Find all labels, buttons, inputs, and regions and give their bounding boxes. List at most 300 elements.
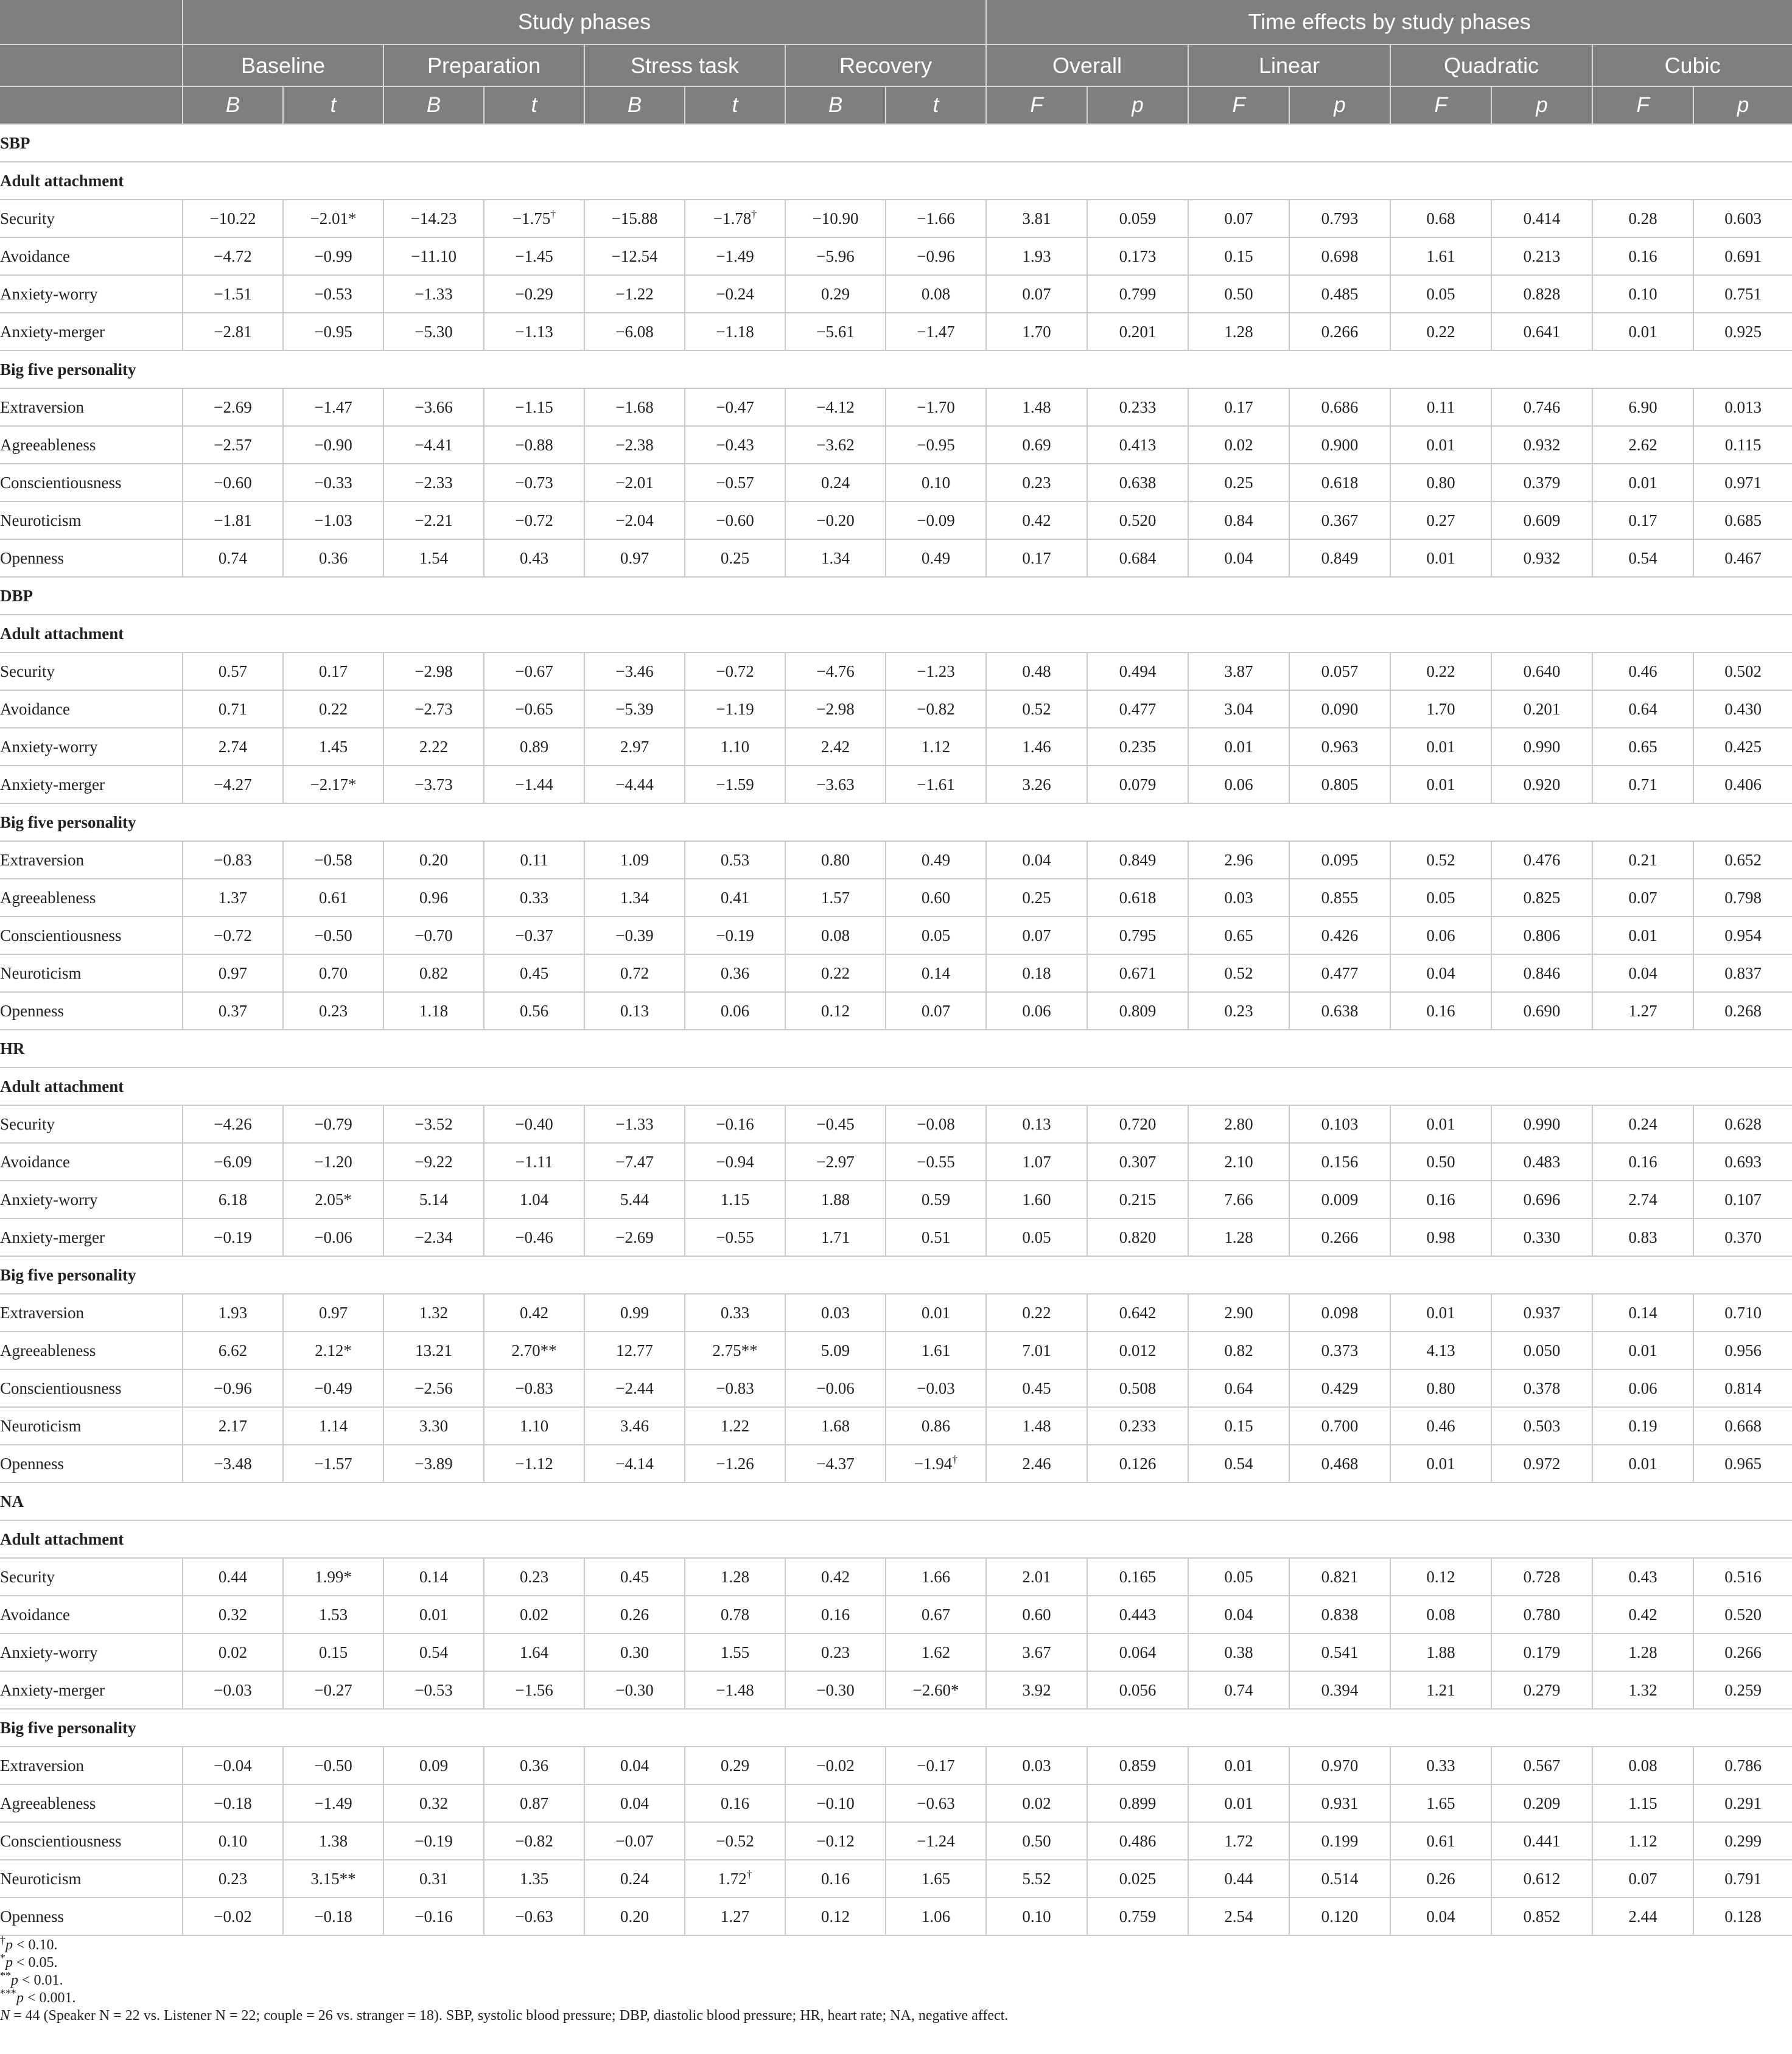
table-cell: 0.291 [1693, 1784, 1792, 1822]
row-label: Anxiety-merger [0, 766, 183, 803]
table-cell: 1.22 [685, 1407, 785, 1445]
table-row [0, 1898, 1792, 1935]
table-cell: 0.68 [1390, 200, 1491, 237]
table-cell: 0.71 [183, 690, 283, 728]
table-cell: 0.97 [584, 539, 685, 577]
table-cell: 0.618 [1289, 464, 1390, 501]
table-cell: 1.65 [886, 1860, 986, 1898]
table-cell: −5.61 [785, 313, 886, 351]
table-cell: −2.98 [785, 690, 886, 728]
table-cell: 0.22 [283, 690, 383, 728]
table-cell: 0.476 [1491, 841, 1592, 879]
table-cell: 0.15 [1188, 237, 1289, 275]
table-cell: −0.27 [283, 1671, 383, 1709]
header-stat-p: p [1491, 86, 1592, 124]
table-cell: 0.849 [1289, 539, 1390, 577]
group-title: Big five personality [0, 351, 1792, 388]
table-cell: −0.12 [785, 1822, 886, 1860]
table-cell: 2.22 [383, 728, 484, 766]
table-cell: 0.45 [986, 1369, 1087, 1407]
table-row [0, 1747, 1792, 1784]
table-cell: −2.17* [283, 766, 383, 803]
table-cell: 0.413 [1087, 426, 1188, 464]
table-cell: −2.69 [584, 1218, 685, 1256]
table-cell: −0.67 [484, 652, 584, 690]
table-cell: 0.24 [1592, 1105, 1693, 1143]
table-cell: 2.74 [183, 728, 283, 766]
table-cell: 0.13 [986, 1105, 1087, 1143]
row-label: Openness [0, 1445, 183, 1483]
table-cell: 1.48 [986, 1407, 1087, 1445]
table-cell: 0.06 [1188, 766, 1289, 803]
header-phase-linear: Linear [1188, 44, 1390, 86]
table-cell: 0.67 [886, 1596, 986, 1633]
table-cell: −0.83 [685, 1369, 785, 1407]
table-cell: −7.47 [584, 1143, 685, 1181]
table-cell: 0.42 [986, 501, 1087, 539]
row-label: Neuroticism [0, 954, 183, 992]
row-label: Anxiety-merger [0, 1671, 183, 1709]
table-cell: 1.45 [283, 728, 383, 766]
table-cell: 0.899 [1087, 1784, 1188, 1822]
table-cell: 0.61 [283, 879, 383, 917]
table-cell: −4.41 [383, 426, 484, 464]
table-cell: 0.379 [1491, 464, 1592, 501]
table-cell: 0.10 [986, 1898, 1087, 1935]
table-cell: −1.45 [484, 237, 584, 275]
table-cell: 0.426 [1289, 917, 1390, 954]
table-cell: −0.57 [685, 464, 785, 501]
table-cell: 0.32 [183, 1596, 283, 1633]
table-cell: 0.01 [1188, 1784, 1289, 1822]
table-cell: 0.098 [1289, 1294, 1390, 1332]
table-cell: −0.96 [183, 1369, 283, 1407]
table-row [0, 1407, 1792, 1445]
table-cell: −1.49 [685, 237, 785, 275]
table-cell: −3.66 [383, 388, 484, 426]
table-cell: 0.12 [785, 992, 886, 1030]
header-corner-cell [0, 0, 183, 44]
row-label: Security [0, 1105, 183, 1143]
table-cell: −0.70 [383, 917, 484, 954]
table-row [0, 1558, 1792, 1596]
footnote-line: ***p < 0.001. [0, 1987, 76, 2006]
table-cell: 0.01 [1592, 313, 1693, 351]
table-cell: −0.88 [484, 426, 584, 464]
table-cell: −0.39 [584, 917, 685, 954]
table-cell: 0.04 [986, 841, 1087, 879]
row-label: Anxiety-worry [0, 1181, 183, 1218]
table-cell: 0.173 [1087, 237, 1188, 275]
table-cell: 1.70 [986, 313, 1087, 351]
row-label: Conscientiousness [0, 917, 183, 954]
table-cell: 0.42 [484, 1294, 584, 1332]
table-cell: −2.57 [183, 426, 283, 464]
table-cell: 0.213 [1491, 237, 1592, 275]
header-time-effects: Time effects by study phases [986, 0, 1792, 44]
table-cell: −1.56 [484, 1671, 584, 1709]
row-label: Neuroticism [0, 1860, 183, 1898]
table-cell: 0.99 [584, 1294, 685, 1332]
table-cell: 0.96 [383, 879, 484, 917]
table-cell: 1.70 [1390, 690, 1491, 728]
table-cell: 0.931 [1289, 1784, 1390, 1822]
header-stat-b: B [785, 86, 886, 124]
header-study-phases: Study phases [183, 0, 986, 44]
table-cell: −0.63 [886, 1784, 986, 1822]
header-stat-f: F [986, 86, 1087, 124]
table-cell: 0.012 [1087, 1332, 1188, 1369]
table-cell: 0.370 [1693, 1218, 1792, 1256]
table-cell: 0.20 [383, 841, 484, 879]
table-cell: 0.26 [584, 1596, 685, 1633]
table-cell: 0.441 [1491, 1822, 1592, 1860]
table-cell: −0.29 [484, 275, 584, 313]
section-title: NA [0, 1483, 1792, 1520]
table-cell: 0.837 [1693, 954, 1792, 992]
table-cell: 0.01 [1390, 766, 1491, 803]
table-cell: 0.02 [183, 1633, 283, 1671]
table-cell: 0.60 [886, 879, 986, 917]
table-row [0, 728, 1792, 766]
table-cell: 3.67 [986, 1633, 1087, 1671]
table-cell: −2.01 [584, 464, 685, 501]
table-cell: 0.15 [283, 1633, 383, 1671]
table-cell: −0.90 [283, 426, 383, 464]
table-cell: −0.99 [283, 237, 383, 275]
table-cell: 0.640 [1491, 652, 1592, 690]
table-cell: 0.52 [1390, 841, 1491, 879]
table-row [0, 200, 1792, 237]
group-title: Adult attachment [0, 162, 1792, 200]
table-cell: 0.49 [886, 539, 986, 577]
table-cell: 0.29 [685, 1747, 785, 1784]
table-cell: 0.16 [785, 1596, 886, 1633]
table-cell: −2.21 [383, 501, 484, 539]
footnote-mark: *** [0, 1987, 16, 1999]
table-cell: 0.628 [1693, 1105, 1792, 1143]
table-row [0, 1445, 1792, 1483]
table-cell: 0.201 [1491, 690, 1592, 728]
table-cell: 1.54 [383, 539, 484, 577]
table-cell: 12.77 [584, 1332, 685, 1369]
table-row [0, 1633, 1792, 1671]
table-cell: 0.53 [685, 841, 785, 879]
table-cell: 1.62 [886, 1633, 986, 1671]
table-cell: 0.825 [1491, 879, 1592, 917]
table-cell: 2.74 [1592, 1181, 1693, 1218]
table-cell: 0.06 [1592, 1369, 1693, 1407]
table-cell: 1.15 [685, 1181, 785, 1218]
table-cell: 0.990 [1491, 728, 1592, 766]
table-cell: 1.38 [283, 1822, 383, 1860]
table-row [0, 501, 1792, 539]
row-label: Avoidance [0, 1143, 183, 1181]
table-cell: 0.46 [1390, 1407, 1491, 1445]
table-cell: 0.233 [1087, 388, 1188, 426]
table-cell: −0.07 [584, 1822, 685, 1860]
table-cell: 0.956 [1693, 1332, 1792, 1369]
table-cell: 0.201 [1087, 313, 1188, 351]
header-row-groups [0, 0, 1792, 44]
row-label: Anxiety-worry [0, 728, 183, 766]
table-cell: −1.15 [484, 388, 584, 426]
table-cell: 1.06 [886, 1898, 986, 1935]
table-cell: 0.38 [1188, 1633, 1289, 1671]
row-label: Agreeableness [0, 879, 183, 917]
table-cell: 0.52 [1188, 954, 1289, 992]
table-cell: 0.07 [1592, 1860, 1693, 1898]
table-cell: −2.56 [383, 1369, 484, 1407]
table-cell: 0.59 [886, 1181, 986, 1218]
row-label: Extraversion [0, 388, 183, 426]
table-cell: 0.126 [1087, 1445, 1188, 1483]
table-cell: 0.268 [1693, 992, 1792, 1030]
row-label: Agreeableness [0, 1332, 183, 1369]
group-row [0, 1256, 1792, 1294]
table-cell: 0.64 [1592, 690, 1693, 728]
table-cell: −1.18 [685, 313, 785, 351]
table-cell: 0.855 [1289, 879, 1390, 917]
table-cell: 2.97 [584, 728, 685, 766]
section-title: HR [0, 1030, 1792, 1067]
table-cell: 0.849 [1087, 841, 1188, 879]
table-cell: 0.23 [986, 464, 1087, 501]
table-cell: 0.42 [1592, 1596, 1693, 1633]
table-cell: −1.61 [886, 766, 986, 803]
table-row [0, 388, 1792, 426]
table-cell: −1.48 [685, 1671, 785, 1709]
table-row [0, 1671, 1792, 1709]
table-cell: 0.16 [1390, 1181, 1491, 1218]
group-row [0, 1709, 1792, 1747]
table-cell: 0.23 [484, 1558, 584, 1596]
table-row [0, 917, 1792, 954]
table-cell: −4.76 [785, 652, 886, 690]
table-cell: 0.514 [1289, 1860, 1390, 1898]
table-cell: 0.618 [1087, 879, 1188, 917]
table-cell: −1.75† [484, 200, 584, 237]
header-phase-cubic: Cubic [1592, 44, 1792, 86]
table-cell: 0.165 [1087, 1558, 1188, 1596]
table-cell: 0.57 [183, 652, 283, 690]
table-cell: −5.39 [584, 690, 685, 728]
table-cell: −0.40 [484, 1105, 584, 1143]
header-phase-recovery: Recovery [785, 44, 986, 86]
table-cell: 0.720 [1087, 1105, 1188, 1143]
section-row [0, 124, 1792, 162]
table-cell: 0.16 [685, 1784, 785, 1822]
table-cell: 1.34 [584, 879, 685, 917]
table-cell: 0.74 [1188, 1671, 1289, 1709]
table-cell: 0.43 [484, 539, 584, 577]
table-cell: 0.009 [1289, 1181, 1390, 1218]
table-cell: 0.684 [1087, 539, 1188, 577]
table-cell: 0.03 [986, 1747, 1087, 1784]
table-cell: 1.07 [986, 1143, 1087, 1181]
table-cell: 0.04 [584, 1747, 685, 1784]
table-row [0, 879, 1792, 917]
table-cell: 0.33 [1390, 1747, 1491, 1784]
table-cell: 0.05 [1188, 1558, 1289, 1596]
row-label: Extraversion [0, 1294, 183, 1332]
table-cell: 0.04 [584, 1784, 685, 1822]
group-row [0, 1067, 1792, 1105]
table-cell: 0.050 [1491, 1332, 1592, 1369]
table-cell: −1.66 [886, 200, 986, 237]
table-cell: 1.93 [183, 1294, 283, 1332]
table-cell: 0.22 [785, 954, 886, 992]
table-cell: −15.88 [584, 200, 685, 237]
table-cell: −3.52 [383, 1105, 484, 1143]
table-cell: 0.828 [1491, 275, 1592, 313]
table-cell: 0.502 [1693, 652, 1792, 690]
table-cell: 2.80 [1188, 1105, 1289, 1143]
row-label: Avoidance [0, 690, 183, 728]
table-cell: 0.82 [383, 954, 484, 992]
table-cell: −0.58 [283, 841, 383, 879]
table-cell: 0.115 [1693, 426, 1792, 464]
table-cell: 0.429 [1289, 1369, 1390, 1407]
table-cell: 2.42 [785, 728, 886, 766]
table-cell: −2.69 [183, 388, 283, 426]
table-cell: 0.780 [1491, 1596, 1592, 1633]
table-cell: 0.095 [1289, 841, 1390, 879]
table-cell: 0.16 [785, 1860, 886, 1898]
table-cell: 0.25 [986, 879, 1087, 917]
table-cell: 0.728 [1491, 1558, 1592, 1596]
table-cell: 5.52 [986, 1860, 1087, 1898]
table-cell: 0.846 [1491, 954, 1592, 992]
table-cell: 0.02 [986, 1784, 1087, 1822]
header-corner-cell [0, 44, 183, 86]
table-cell: 0.06 [986, 992, 1087, 1030]
group-row [0, 615, 1792, 652]
table-cell: 0.01 [1390, 426, 1491, 464]
table-cell: −0.55 [886, 1143, 986, 1181]
table-cell: 0.932 [1491, 539, 1592, 577]
table-cell: −1.24 [886, 1822, 986, 1860]
table-cell: 0.494 [1087, 652, 1188, 690]
table-cell: −6.08 [584, 313, 685, 351]
table-cell: −2.33 [383, 464, 484, 501]
row-label: Agreeableness [0, 1784, 183, 1822]
table-cell: 0.72 [584, 954, 685, 992]
header-stat-f: F [1390, 86, 1491, 124]
table-cell: 1.27 [1592, 992, 1693, 1030]
table-cell: 0.45 [584, 1558, 685, 1596]
table-cell: 0.809 [1087, 992, 1188, 1030]
table-cell: −2.44 [584, 1369, 685, 1407]
table-cell: −2.81 [183, 313, 283, 351]
table-cell: 0.414 [1491, 200, 1592, 237]
row-label: Openness [0, 992, 183, 1030]
table-row [0, 954, 1792, 992]
table-footnotes [0, 1934, 1792, 2025]
table-cell: 0.14 [1592, 1294, 1693, 1332]
table-cell: −0.43 [685, 426, 785, 464]
table-cell: 0.04 [1188, 539, 1289, 577]
table-cell: 0.700 [1289, 1407, 1390, 1445]
table-cell: −3.62 [785, 426, 886, 464]
table-cell: 0.03 [785, 1294, 886, 1332]
table-cell: −1.12 [484, 1445, 584, 1483]
table-cell: −1.47 [886, 313, 986, 351]
table-cell: −1.94† [886, 1445, 986, 1483]
table-cell: 0.541 [1289, 1633, 1390, 1671]
table-cell: 1.12 [1592, 1822, 1693, 1860]
table-row [0, 464, 1792, 501]
table-cell: 7.66 [1188, 1181, 1289, 1218]
table-cell: 0.16 [1390, 992, 1491, 1030]
table-cell: −0.60 [183, 464, 283, 501]
table-cell: 0.064 [1087, 1633, 1188, 1671]
table-cell: 0.08 [886, 275, 986, 313]
table-cell: 0.567 [1491, 1747, 1592, 1784]
header-stat-p: p [1693, 86, 1792, 124]
table-cell: −0.37 [484, 917, 584, 954]
table-row [0, 1143, 1792, 1181]
table-cell: −0.83 [183, 841, 283, 879]
table-cell: 1.71 [785, 1218, 886, 1256]
table-cell: 0.10 [183, 1822, 283, 1860]
table-cell: 0.84 [1188, 501, 1289, 539]
table-cell: 0.04 [1188, 1596, 1289, 1633]
table-cell: −2.38 [584, 426, 685, 464]
table-cell: 0.805 [1289, 766, 1390, 803]
row-label: Agreeableness [0, 426, 183, 464]
group-title: Big five personality [0, 1256, 1792, 1294]
table-cell: 0.97 [283, 1294, 383, 1332]
table-cell: 0.668 [1693, 1407, 1792, 1445]
table-cell: 0.50 [986, 1822, 1087, 1860]
table-cell: −9.22 [383, 1143, 484, 1181]
table-cell: 0.70 [283, 954, 383, 992]
table-cell: 0.685 [1693, 501, 1792, 539]
table-row [0, 1218, 1792, 1256]
table-cell: −0.02 [785, 1747, 886, 1784]
table-cell: 0.266 [1289, 1218, 1390, 1256]
table-cell: 0.69 [986, 426, 1087, 464]
table-body [0, 124, 1792, 1935]
table-cell: −5.30 [383, 313, 484, 351]
table-row [0, 1369, 1792, 1407]
table-row [0, 992, 1792, 1030]
table-cell: 1.48 [986, 388, 1087, 426]
table-cell: 0.079 [1087, 766, 1188, 803]
table-cell: 0.01 [886, 1294, 986, 1332]
table-cell: 1.66 [886, 1558, 986, 1596]
table-cell: 0.02 [1188, 426, 1289, 464]
table-cell: 0.128 [1693, 1898, 1792, 1935]
header-phase-stress-task: Stress task [584, 44, 785, 86]
footnote-symbol: N [0, 2008, 10, 2024]
table-cell: 0.520 [1693, 1596, 1792, 1633]
table-cell: −0.72 [685, 652, 785, 690]
group-title: Adult attachment [0, 1067, 1792, 1105]
table-cell: 0.60 [986, 1596, 1087, 1633]
table-cell: −0.17 [886, 1747, 986, 1784]
table-cell: 0.16 [1592, 237, 1693, 275]
table-cell: 0.691 [1693, 237, 1792, 275]
table-cell: −1.44 [484, 766, 584, 803]
table-cell: 0.806 [1491, 917, 1592, 954]
row-label: Extraversion [0, 1747, 183, 1784]
table-cell: −1.68 [584, 388, 685, 426]
table-cell: 0.07 [1188, 200, 1289, 237]
table-cell: 3.87 [1188, 652, 1289, 690]
table-cell: 1.28 [1592, 1633, 1693, 1671]
